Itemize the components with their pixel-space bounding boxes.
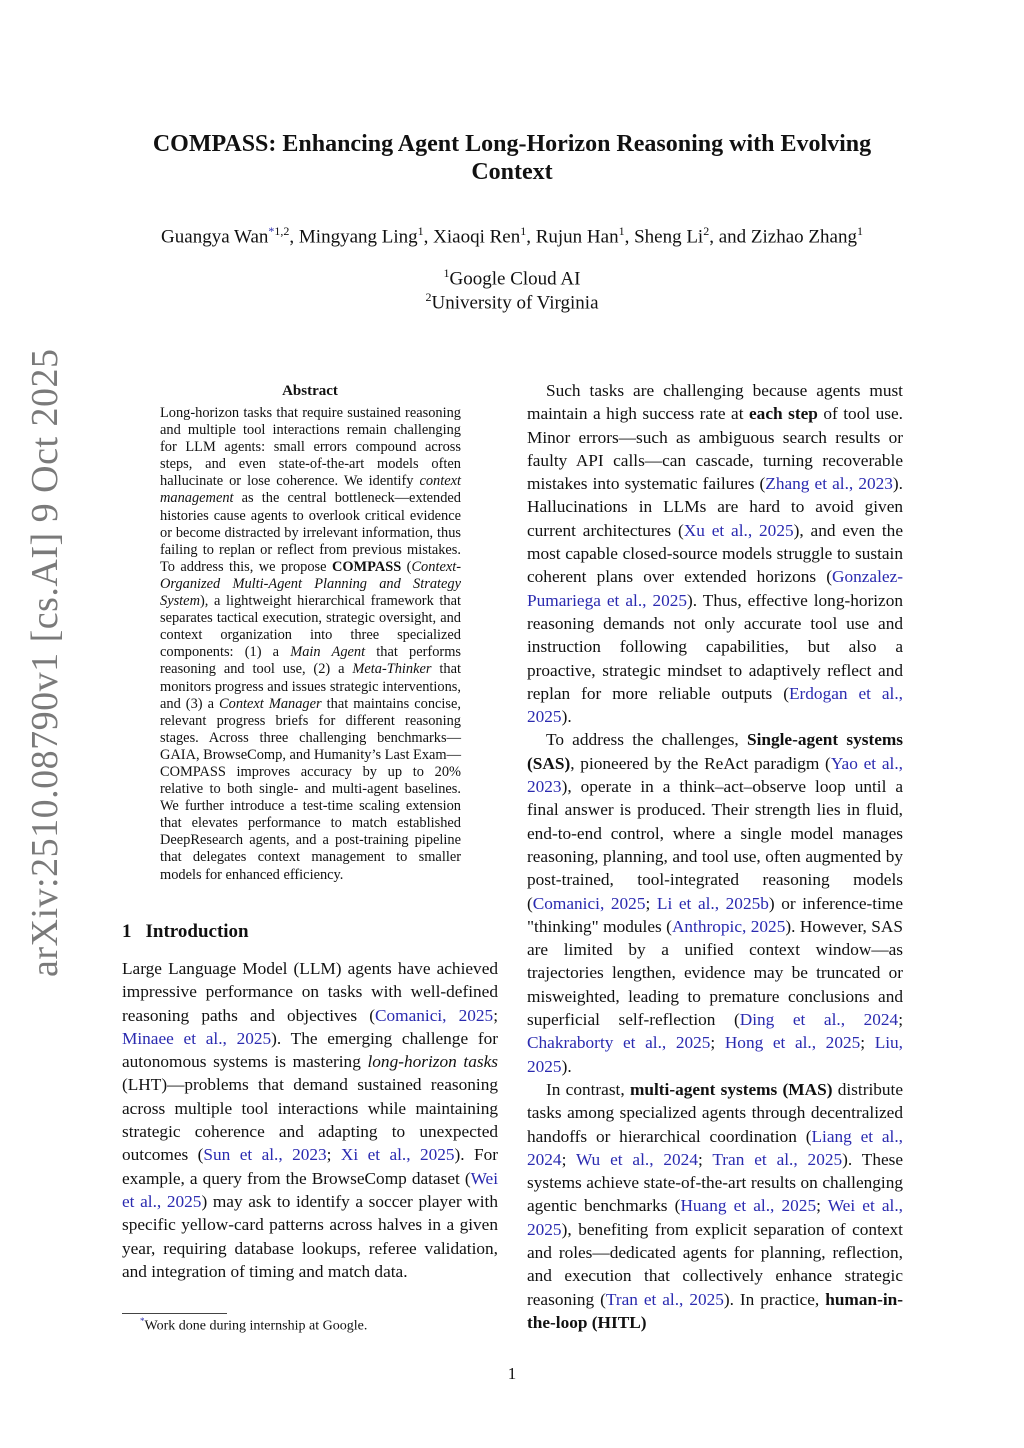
paragraph-text: Large Language Model (LLM) agents have achieved impressive performance on tasks with well-defined reasoning paths and objectives (: [122, 959, 498, 1025]
abstract-bold: COMPASS: [331, 558, 402, 575]
paragraph-text: ;: [898, 1010, 903, 1030]
citation-link[interactable]: Minaee et al., 2025: [122, 1028, 272, 1048]
paragraph-text: ). However, SAS are limited by a unified context window—as trajectories lengthen, evidence may be truncated or misweighted, leading to premature conclusions and superficial self-reflection (: [527, 916, 903, 1030]
paragraph-text: , pioneered by the ReAct paradigm (: [570, 753, 831, 773]
affiliation-mark: 1: [443, 266, 450, 280]
citation-link[interactable]: Tran et al., 2025: [712, 1149, 843, 1169]
abstract-text: (: [401, 558, 412, 575]
abstract-emphasis: context management: [160, 473, 461, 507]
author-affiliation-mark: 1: [520, 224, 527, 238]
citation-link[interactable]: Wu et al., 2024: [575, 1149, 698, 1169]
citation-link[interactable]: Sun et al., 2023: [203, 1145, 327, 1165]
author-separator: ,: [624, 226, 635, 248]
citation-link[interactable]: Xu et al., 2025: [683, 520, 794, 540]
citation-link[interactable]: Zhang et al., 2023: [765, 474, 893, 494]
affiliation-google: [0, 266, 1024, 290]
paragraph-text: ). Thus, effective long-horizon reasoning demands not only accurate tool use and instruction following capabilities, but also a proactive, strategic mindset to adaptively reflect and replan for more reliable outputs (: [527, 590, 904, 703]
paragraph-emphasis: long-horizon tasks: [367, 1052, 498, 1072]
citation-link[interactable]: Tran et al., 2025: [605, 1289, 724, 1309]
author-name[interactable]: Mingyang Ling: [298, 226, 418, 248]
abstract-text: Long-horizon tasks that require sustained reasoning and multiple tool interactions remain challenging for LLM agents: small errors compound across steps, and even state-of-the-art models often hallucinate or lose coherence. We identify: [160, 405, 461, 490]
author-separator: ,: [423, 226, 434, 248]
footnote-mark: *: [140, 1316, 145, 1326]
abstract-text: as the central bottleneck—extended histories cause agents to overlook critical evidence or become distracted by irrelevant information, thus failing to replan or reflect from previous mistakes. To address this, we propose: [160, 490, 461, 575]
affiliation-name: University of Virginia: [431, 292, 599, 314]
paragraph-bold: multi-agent systems (MAS): [629, 1079, 833, 1099]
author-affiliation-mark: 2: [703, 224, 710, 238]
paragraph-text: ;: [645, 893, 657, 913]
affiliation-mark: 2: [425, 290, 432, 304]
paragraph-text: ;: [816, 1196, 828, 1216]
citation-link[interactable]: Ding et al., 2024: [739, 1010, 899, 1030]
paragraph-text: ), and even the most capable closed-source models struggle to sustain coherent plans over extended horizons (: [527, 520, 903, 587]
author-affiliation-mark: 1: [417, 224, 424, 238]
paragraph-text: ), operate in a think–act–observe loop until a final answer is produced. Their strength lies in fluid, end-to-end control, where a single model manages reasoning, planning, and tool use, often augmented by post-trained, tool-integrated reasoning models (: [527, 777, 903, 913]
paragraph-text: distribute tasks among specialized agents through decentralized handoffs or hierarchical coordination (: [527, 1079, 904, 1146]
abstract-text: ), a lightweight hierarchical framework that separates tactical execution, strategic oversight, and context organization into three specialized components: (1) a: [160, 593, 461, 661]
citation-link[interactable]: Huang et al., 2025: [680, 1196, 817, 1216]
abstract-heading: Abstract: [282, 383, 338, 399]
section-number: 1: [122, 921, 132, 942]
paragraph-text: ;: [561, 1149, 576, 1169]
affiliation-name: Google Cloud AI: [449, 268, 581, 290]
paragraph-text: ;: [326, 1145, 341, 1165]
citation-link[interactable]: Comanici, 2025: [532, 893, 646, 913]
paragraph-text: ;: [860, 1033, 875, 1053]
paragraph-text: Such tasks are challenging because agents must maintain a high success rate at: [527, 381, 903, 424]
paragraph-text: ;: [697, 1149, 713, 1169]
paragraph-text: ;: [493, 1005, 498, 1025]
citation-link[interactable]: Xi et al., 2025: [340, 1145, 455, 1165]
paragraph-text: ), benefiting from explicit separation of context and roles—dedicated agents for planning, reflection, and execution that collectively enhance strategic reasoning (: [527, 1219, 903, 1309]
paragraph-bold: Single-agent systems (SAS): [527, 730, 903, 773]
citation-link[interactable]: Anthropic, 2025: [671, 916, 786, 936]
page-number: 1: [507, 1364, 517, 1383]
intro-paragraph: [527, 1078, 903, 1334]
author-affiliation-mark: 1: [856, 224, 863, 238]
author-separator: ,: [289, 226, 299, 248]
intro-paragraph: [527, 728, 903, 1077]
author-name[interactable]: Zizhao Zhang: [750, 226, 857, 248]
author-name[interactable]: Guangya Wan: [161, 226, 269, 248]
section-heading-introduction: [122, 921, 249, 943]
abstract-body: [160, 405, 461, 884]
paragraph-text: ) may ask to identify a soccer player with specific yellow-card patterns across halves in a given year, requiring database lookups, referee validation, and integration of timing and match data.: [122, 1191, 498, 1281]
paragraph-text: ). These systems achieve state-of-the-art results on challenging agentic benchmarks (: [527, 1149, 904, 1216]
abstract-emphasis: Context-Organized Multi-Agent Planning and Strategy System: [160, 558, 462, 610]
citation-link[interactable]: Yao et al., 2023: [527, 753, 903, 797]
abstract-text: that maintains concise, relevant progress briefs for different reasoning stages. Across three challenging benchmarks—GAIA, BrowseComp, and Humanity’s Last Exam—COMPASS improves accuracy by up to 20% relative to both single- and multi-agent baselines. We further introduce a test-time scaling extension that elevates performance to match established DeepResearch agents, and a post-training pipeline that delegates context management to smaller models for enhanced efficiency.: [160, 695, 461, 883]
paragraph-text: To address the challenges,: [546, 730, 747, 750]
citation-link[interactable]: Wei et al., 2025: [122, 1168, 498, 1211]
paragraph-text: ). Hallucinations in LLMs are hard to avoid given current architectures (: [527, 474, 903, 540]
footnote-star[interactable]: *: [268, 224, 275, 238]
author-name[interactable]: Rujun Han: [535, 226, 619, 248]
author-name[interactable]: Xiaoqi Ren: [433, 226, 521, 248]
section-title: Introduction: [145, 921, 249, 942]
paragraph-text: ).: [561, 1056, 572, 1076]
citation-link[interactable]: Wei et al., 2025: [527, 1196, 904, 1239]
citation-link[interactable]: Gonzalez-Pumariega et al., 2025: [527, 567, 903, 610]
footnote-divider: [122, 1313, 227, 1314]
paragraph-text: ). The emerging challenge for autonomous systems is mastering: [122, 1028, 498, 1072]
footnote-text: Work done during internship at Google.: [144, 1318, 368, 1334]
paragraph-bold: each step: [749, 404, 818, 424]
citation-link[interactable]: Erdogan et al., 2025: [527, 683, 903, 727]
intro-left-column: [122, 957, 498, 1283]
intro-paragraph: [122, 957, 498, 1283]
author-list: [60, 224, 964, 248]
paragraph-text: ;: [710, 1033, 725, 1053]
paragraph-text: ).: [561, 707, 572, 727]
abstract-emphasis: Main Agent: [290, 644, 366, 661]
intro-right-column: [527, 379, 903, 1334]
paragraph-text: (LHT)—problems that demand sustained reasoning across multiple tool interactions while maintaining strategic coherence and adapting to unexpected outcomes (: [122, 1075, 498, 1165]
citation-link[interactable]: Hong et al., 2025: [724, 1033, 861, 1053]
abstract-text: that performs reasoning and tool use, (2) a: [160, 644, 461, 678]
arxiv-identifier-stamp: arXiv:2510.08790v1 [cs.AI] 9 Oct 2025: [24, 348, 66, 977]
paragraph-text: ). In practice,: [723, 1289, 826, 1309]
author-separator: , and: [709, 226, 751, 248]
citation-link[interactable]: Comanici, 2025: [374, 1005, 494, 1025]
footnote: [140, 1316, 367, 1335]
abstract-text: that monitors progress and issues strategic interventions, and (3) a: [160, 661, 461, 712]
citation-link[interactable]: Liu, 2025: [527, 1033, 904, 1076]
paragraph-text: ) or inference-time "thinking" modules (: [527, 893, 903, 936]
author-separator: ,: [526, 226, 536, 248]
paragraph-text: In contrast,: [546, 1079, 630, 1099]
paper-title: COMPASS: Enhancing Agent Long-Horizon Reasoning with Evolving Context: [152, 131, 872, 185]
citation-link[interactable]: Chakraborty et al., 2025: [527, 1033, 711, 1053]
paragraph-text: of tool use. Minor errors—such as ambiguous search results or faulty API calls—can cascade, turning recoverable mistakes into systematic failures (: [527, 404, 903, 494]
paragraph-text: ). For example, a query from the BrowseComp dataset (: [122, 1145, 499, 1188]
citation-link[interactable]: Liang et al., 2024: [527, 1126, 903, 1169]
intro-paragraph: [527, 379, 903, 728]
author-name[interactable]: Sheng Li: [634, 226, 704, 248]
author-affiliation-mark: 1: [618, 224, 625, 238]
abstract-emphasis: Meta-Thinker: [352, 661, 432, 678]
paragraph-bold: human-in-the-loop (HITL): [527, 1289, 903, 1332]
author-affiliation-mark: 1,2: [274, 224, 290, 238]
citation-link[interactable]: Li et al., 2025b: [656, 893, 769, 913]
abstract-emphasis: Context Manager: [219, 695, 322, 712]
affiliation-uva: [0, 290, 1024, 314]
